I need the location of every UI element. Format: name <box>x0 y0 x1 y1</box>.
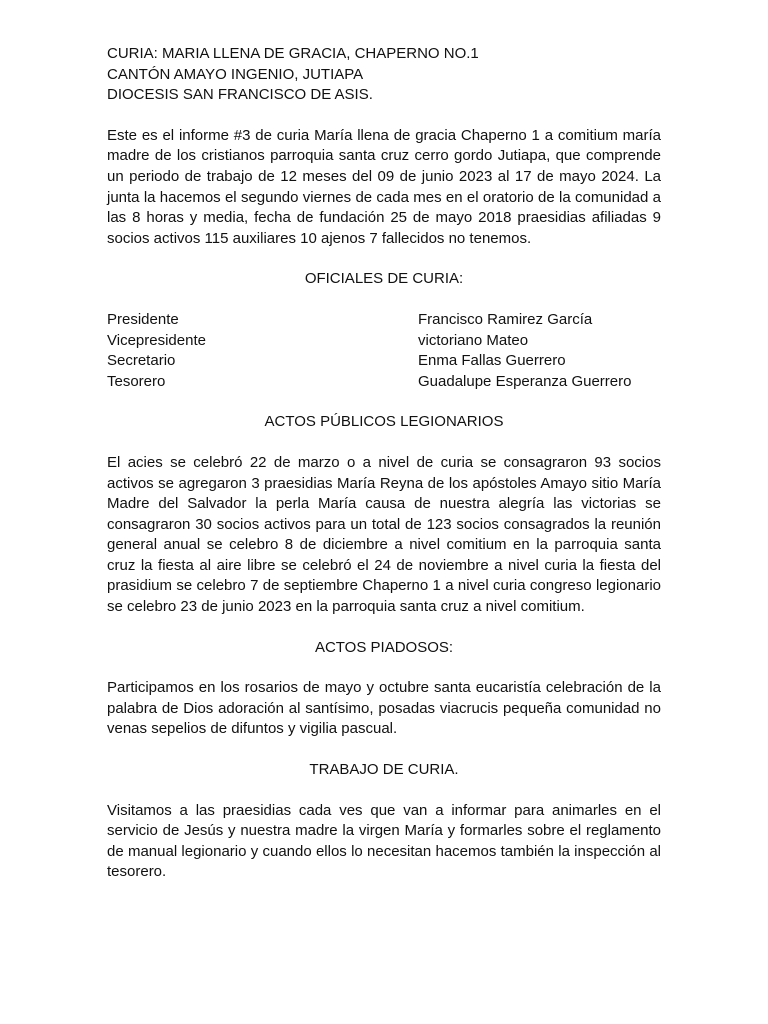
intro-paragraph: Este es el informe #3 de curia María llena de gracia Chaperno 1 a comitium maría madre de los cristianos parroquia santa cruz cerro gordo Jutiapa, que comprende un periodo de trabajo de 12 meses del 09 de junio 2023 al 17 de mayo 2024. La junta la hacemos el segundo viernes de cada mes en el oratorio de la comunidad a las 8 horas y media, fecha de fundación 25 de mayo 2018 praesidias afiliadas 9 socios activos 115 auxiliares 10 ajenos 7 fallecidos no tenemos. <box>107 126 661 247</box>
officer-row <box>107 331 661 352</box>
officer-name: Guadalupe Esperanza Guerrero <box>418 372 632 390</box>
officer-role: Presidente <box>107 310 179 328</box>
header-location: CANTÓN AMAYO INGENIO, JUTIAPA <box>107 65 364 83</box>
officer-row <box>107 351 661 372</box>
curia-work-title: TRABAJO DE CURIA. <box>309 761 459 779</box>
officer-role: Secretario <box>107 352 176 370</box>
officers-list <box>107 310 661 392</box>
public-acts-paragraph: El acies se celebró 22 de marzo o a nivel de curia se consagraron 93 socios activos se agregaron 3 praesidias María Reyna de los apóstoles Amayo sitio María Madre del Salvador la perla María causa de nuestra alegría las victorias se consagraron 30 socios activos para un total de 123 socios consagrados la reunión general anual se celebro 8 de diciembre a nivel comitium en la parroquia santa cruz la fiesta al aire libre se celebró el 24 de noviembre a nivel curia la fiesta del prasidium se celebro 7 de septiembre Chaperno 1 a nivel curia congreso legionario se celebro 23 de junio 2023 en la parroquia santa cruz a nivel comitium. <box>107 453 661 616</box>
officer-row <box>107 310 661 331</box>
public-acts-title: ACTOS PÚBLICOS LEGIONARIOS <box>264 413 504 431</box>
curia-work-paragraph: Visitamos a las praesidias cada ves que van a informar para animarles en el servicio de Jesús y nuestra madre la virgen María y formarles sobre el reglamento de manual legionario y cuando ellos lo necesitan hacemos también la inspección al tesorero. <box>107 801 661 881</box>
document-header <box>107 44 661 106</box>
header-curia-name: CURIA: MARIA LLENA DE GRACIA, CHAPERNO NO.1 <box>107 45 479 62</box>
officers-title: OFICIALES DE CURIA: <box>304 270 464 288</box>
officer-name: victoriano Mateo <box>418 331 529 349</box>
officer-name: Enma Fallas Guerrero <box>418 352 566 370</box>
pious-acts-paragraph: Participamos en los rosarios de mayo y octubre santa eucaristía celebración de la palabra de Dios adoración al santísimo, posadas viacrucis pequeña comunidad no venas sepelios de difuntos y vigilia pascual. <box>107 679 661 738</box>
officer-row <box>107 372 661 393</box>
pious-acts-title: ACTOS PIADOSOS: <box>314 638 454 656</box>
officer-role: Vicepresidente <box>107 331 206 349</box>
header-diocese: DIOCESIS SAN FRANCISCO DE ASIS. <box>107 86 373 104</box>
officer-role: Tesorero <box>107 372 166 390</box>
officer-name: Francisco Ramirez García <box>418 310 593 328</box>
